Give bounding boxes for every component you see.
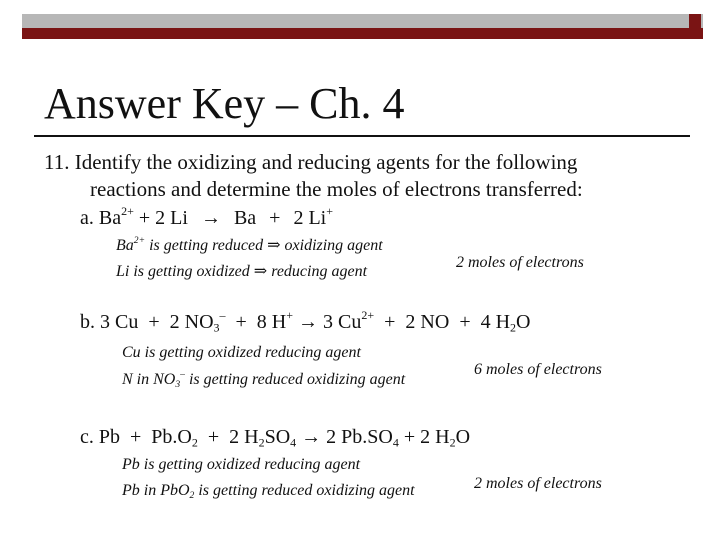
implies-arrow-icon: ⇒ [253,263,268,280]
header-corner-square [689,14,701,28]
part-c-note-1: Pb is getting oxidized reducing agent [122,456,361,473]
title-divider [34,135,690,137]
part-b-note-1: Cu is getting oxidized reducing agent [122,344,361,361]
question-line-1: 11. Identify the oxidizing and reducing agents for the following [44,150,578,174]
part-b-moles: 6 moles of electrons [474,361,602,378]
part-c-label: c. [80,426,94,448]
question-line-2: reactions and determine the moles of electrons transferred: [90,177,583,201]
reaction-arrow-icon: → [298,311,319,333]
part-b-note-2: N in $NO_3^-$ is getting reduced oxidizing agent [122,368,406,390]
part-a-moles: 2 moles of electrons [456,254,584,271]
header-bar-grey [22,14,703,28]
header-bar-red [22,28,703,39]
reaction-arrow-icon: → [301,426,322,448]
part-a-note-1: $Ba^{2+}$ is getting reduced ⇒ oxidizing agent [116,234,383,254]
part-c-moles: 2 moles of electrons [474,475,602,492]
slide-title: Answer Key – Ch. 4 [44,79,405,128]
part-c-note-2: Pb in PbO$_2$ is getting reduced oxidizing agent [122,482,415,501]
reaction-arrow-icon: → [200,207,221,229]
part-a-note-2: Li is getting oxidized ⇒ reducing agent [116,263,368,280]
part-c-equation: c. $Pb + Pb.O_2 + 2$ $H_2SO_4 \to 2$ $Pb.SO_4 + 2$ $H_2O$ [80,426,471,450]
part-a-equation: a. $Ba^{2+} + 2$ Li → Ba + 2 Li+ [80,204,334,229]
part-a-label: a. [80,207,94,229]
part-b-equation: b. 3 Cu + 2 $NO_3^- + 8$ H+ → 3 $Cu^{2+} + 2$ NO + 4 $H_2O$ [80,308,531,335]
part-b-label: b. [80,311,95,333]
implies-arrow-icon: ⇒ [267,237,281,254]
